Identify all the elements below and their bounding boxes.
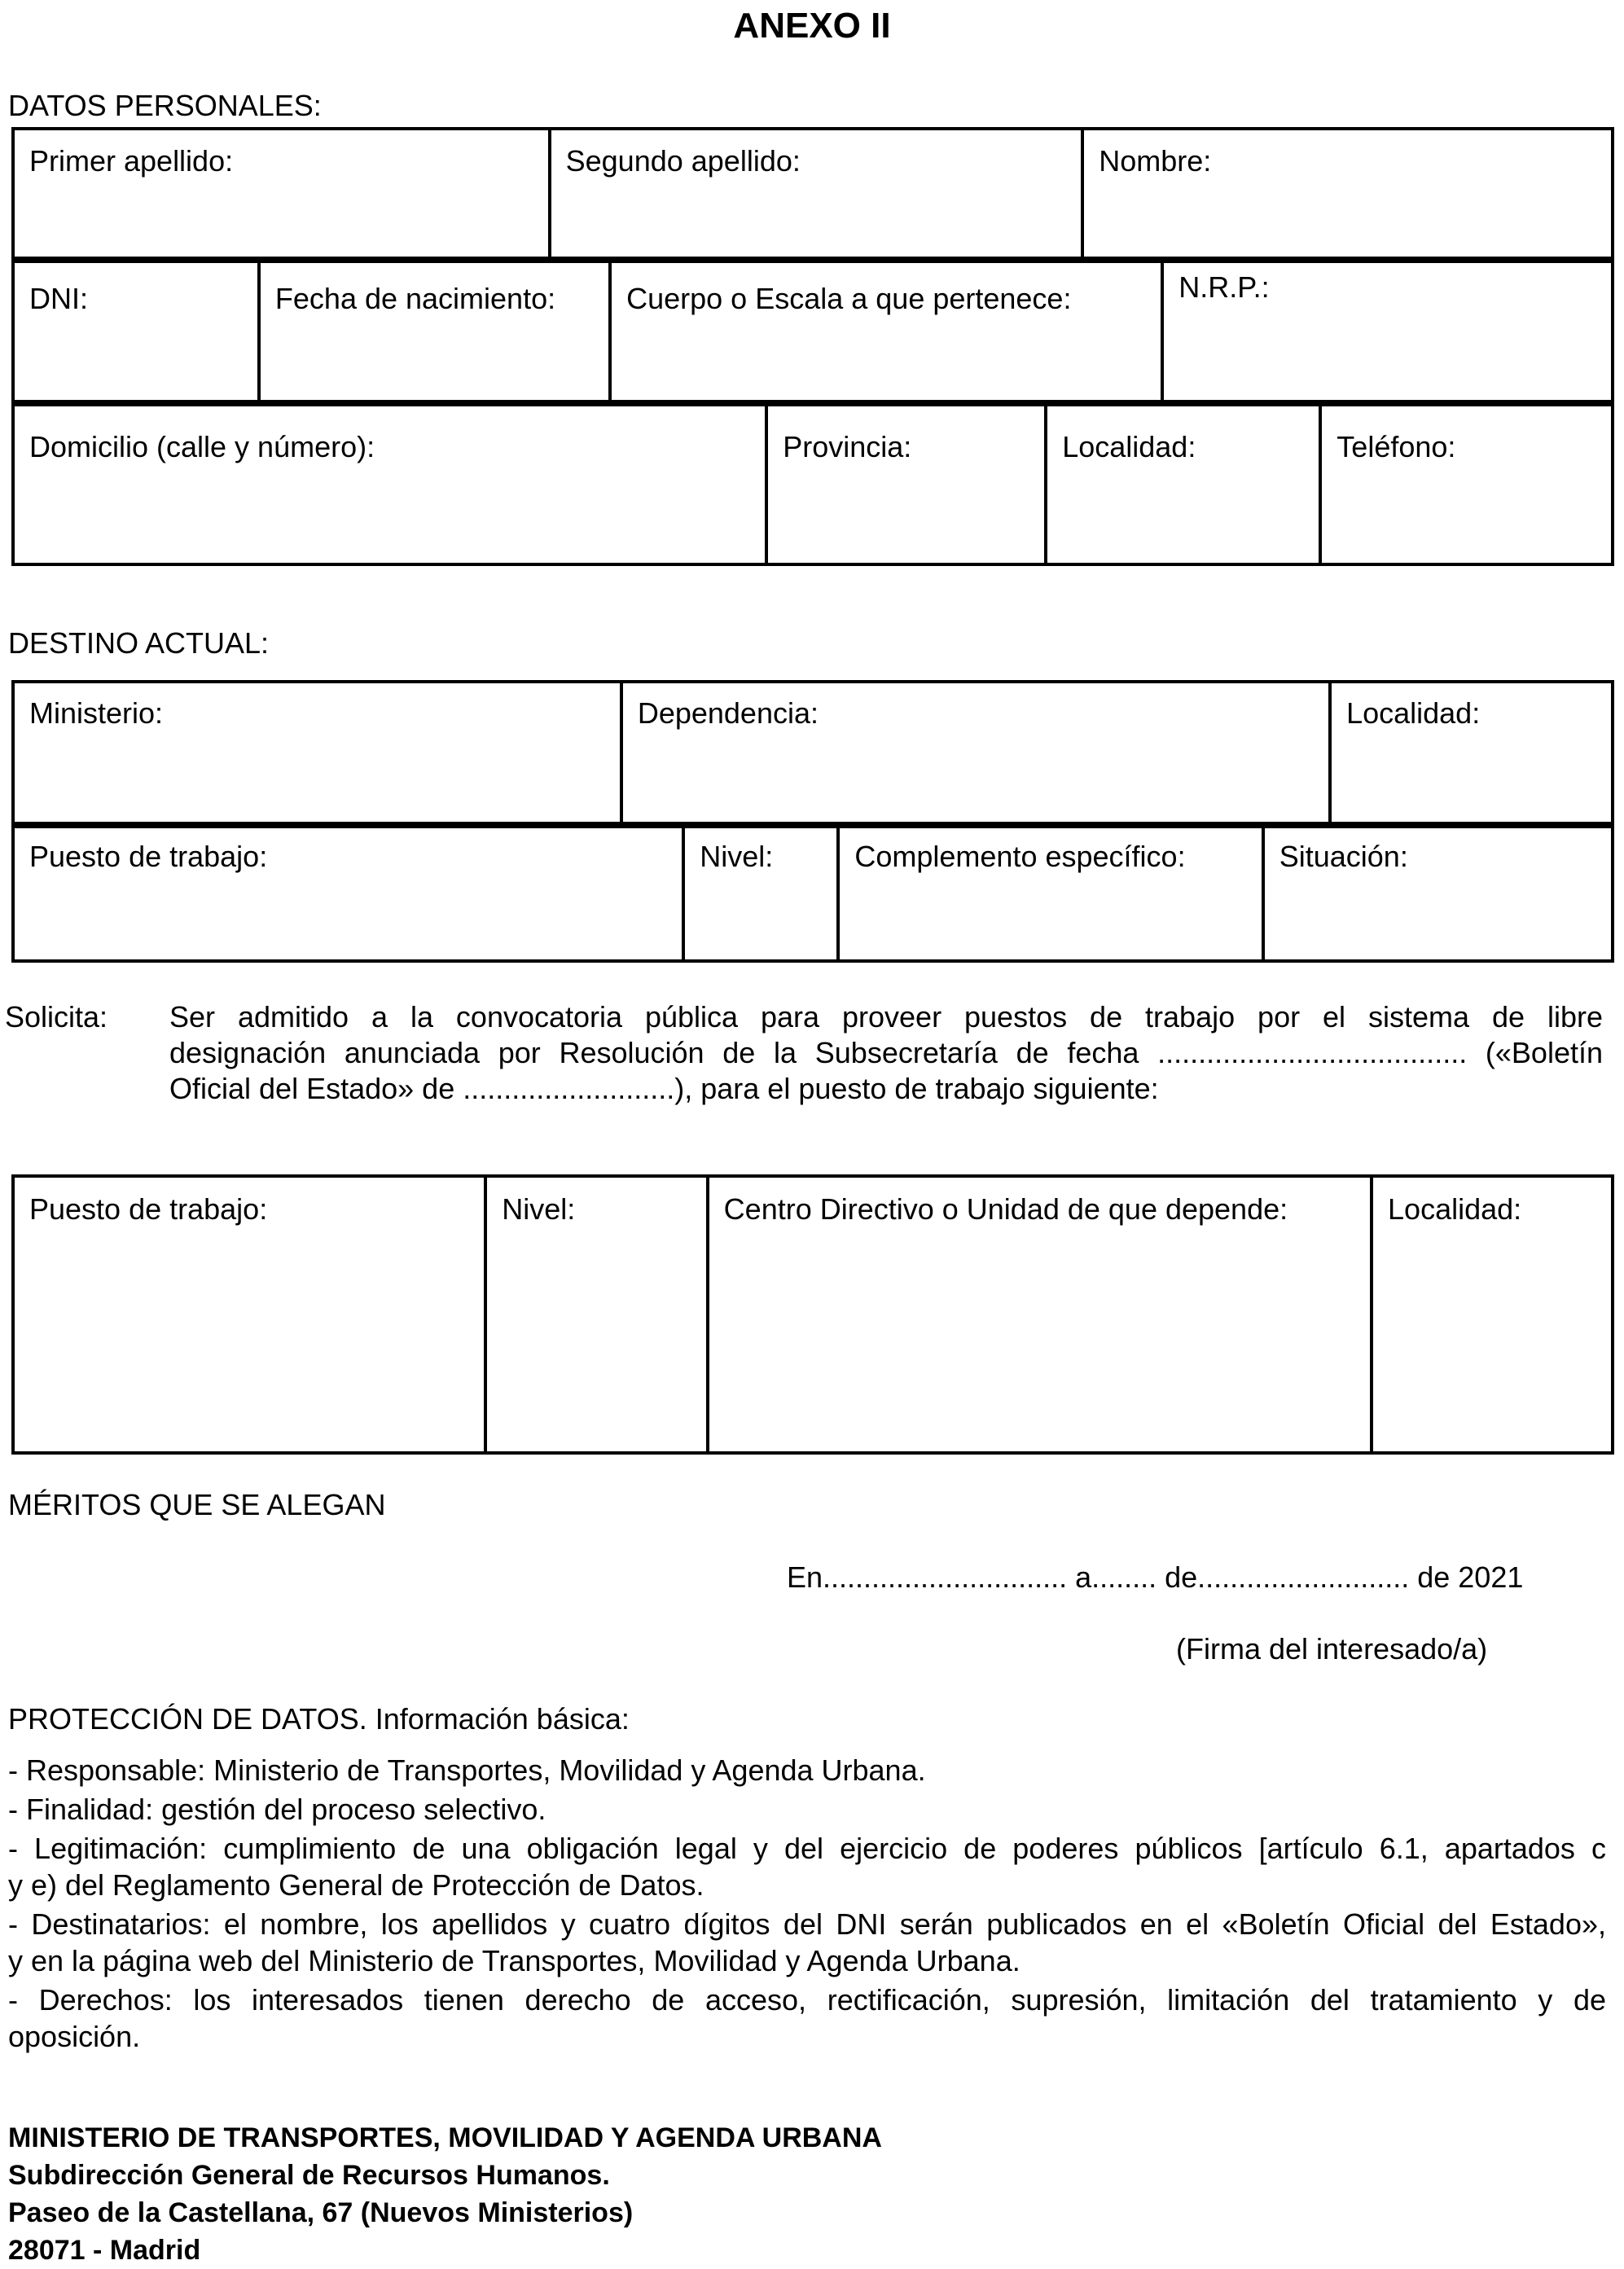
- cuerpo-escala-label: Cuerpo o Escala a que pertenece:: [626, 282, 1072, 315]
- protection-item-legitimacion: [8, 1830, 1606, 1903]
- puesto-solicitado-label: Puesto de trabajo:: [29, 1192, 268, 1226]
- datos-personales-heading: DATOS PERSONALES:: [8, 89, 322, 122]
- dni-label: DNI:: [29, 282, 88, 315]
- dependencia-field[interactable]: [620, 683, 1328, 822]
- nivel-field[interactable]: [682, 828, 836, 959]
- data-protection-section: [8, 1701, 1606, 2055]
- protection-line: y e) del Reglamento General de Protección de Datos.: [8, 1868, 704, 1902]
- date-fill-line: En.............................. a........ de.......................... de 2021: [787, 1560, 1524, 1594]
- form-page: [0, 5, 1624, 2266]
- provincia-label: Provincia:: [783, 430, 912, 463]
- solicita-section: [0, 999, 1624, 1107]
- puesto-solicitado-table: [11, 1174, 1614, 1455]
- table-row: [11, 680, 1614, 825]
- protection-item-destinatarios: [8, 1906, 1606, 1979]
- table-row: [11, 260, 1614, 403]
- protection-line: oposición.: [8, 2020, 141, 2053]
- solicita-line: Oficial del Estado» de ..........................), para el puesto de trabajo siguiente:: [169, 1072, 1159, 1105]
- puesto-trabajo-label: Puesto de trabajo:: [29, 840, 268, 873]
- puesto-trabajo-field[interactable]: [15, 828, 682, 959]
- nivel-solicitado-field[interactable]: [484, 1178, 705, 1451]
- data-protection-heading: PROTECCIÓN DE DATOS. Información básica:: [8, 1702, 630, 1736]
- localidad-destino-field[interactable]: [1328, 683, 1611, 822]
- protection-item-finalidad: [8, 1791, 1606, 1828]
- complemento-especifico-field[interactable]: [836, 828, 1261, 959]
- dependencia-label: Dependencia:: [637, 696, 819, 730]
- localidad-label: Localidad:: [1062, 430, 1196, 463]
- meritos-heading: MÉRITOS QUE SE ALEGAN: [8, 1488, 386, 1521]
- telefono-field[interactable]: [1319, 406, 1611, 563]
- fecha-nacimiento-field[interactable]: [257, 263, 608, 400]
- protection-line: - Responsable: Ministerio de Transportes, Movilidad y Agenda Urbana.: [8, 1753, 926, 1787]
- nivel-label: Nivel:: [700, 840, 774, 873]
- puesto-solicitado-field[interactable]: [15, 1178, 484, 1451]
- complemento-especifico-label: Complemento específico:: [854, 840, 1186, 873]
- cuerpo-escala-field[interactable]: [608, 263, 1161, 400]
- situacion-label: Situación:: [1279, 840, 1408, 873]
- solicita-line: Ser admitido a la convocatoria pública para proveer puestos de trabajo por el sistema de libre: [169, 1000, 1603, 1034]
- dni-field[interactable]: [15, 263, 257, 400]
- signature-caption: (Firma del interesado/a): [1176, 1632, 1488, 1666]
- protection-line: - Legitimación: cumplimiento de una obligación legal y del ejercicio de poderes públicos [artículo 6.1, apartados c: [8, 1832, 1606, 1865]
- protection-line: - Destinatarios: el nombre, los apellidos y cuatro dígitos del DNI serán publicados en el «Boletín Oficial del Estado»,: [8, 1907, 1606, 1941]
- footer-address: [8, 2119, 1624, 2269]
- primer-apellido-field[interactable]: [15, 130, 548, 257]
- localidad-destino-label: Localidad:: [1346, 696, 1481, 730]
- segundo-apellido-field[interactable]: [548, 130, 1082, 257]
- localidad-solicitada-field[interactable]: [1370, 1178, 1611, 1451]
- nrp-label: N.R.P.:: [1178, 270, 1270, 304]
- domicilio-field[interactable]: [15, 406, 765, 563]
- solicita-text: [169, 999, 1603, 1107]
- nombre-field[interactable]: [1081, 130, 1611, 257]
- nombre-label: Nombre:: [1099, 144, 1212, 178]
- protection-line: - Finalidad: gestión del proceso selectivo.: [8, 1793, 546, 1826]
- table-row: [11, 825, 1614, 963]
- primer-apellido-label: Primer apellido:: [29, 144, 234, 178]
- protection-item-responsable: [8, 1752, 1606, 1788]
- protection-item-derechos: [8, 1982, 1606, 2055]
- table-row: [11, 403, 1614, 566]
- segundo-apellido-label: Segundo apellido:: [565, 144, 801, 178]
- footer-ministry: MINISTERIO DE TRANSPORTES, MOVILIDAD Y AGENDA URBANA: [8, 2122, 882, 2153]
- datos-personales-table: [0, 127, 1624, 566]
- localidad-field[interactable]: [1044, 406, 1319, 563]
- ministerio-label: Ministerio:: [29, 696, 164, 730]
- nivel-solicitado-label: Nivel:: [502, 1192, 576, 1226]
- protection-line: - Derechos: los interesados tienen derecho de acceso, rectificación, supresión, limitación del tratamiento y de: [8, 1983, 1606, 2017]
- page-title: ANEXO II: [733, 6, 891, 46]
- situacion-field[interactable]: [1262, 828, 1611, 959]
- centro-directivo-field[interactable]: [706, 1178, 1370, 1451]
- footer-subdirection: Subdirección General de Recursos Humanos.: [8, 2160, 610, 2191]
- provincia-field[interactable]: [765, 406, 1044, 563]
- destino-actual-heading: DESTINO ACTUAL:: [8, 626, 270, 660]
- localidad-solicitada-label: Localidad:: [1388, 1192, 1522, 1226]
- domicilio-label: Domicilio (calle y número):: [29, 430, 375, 463]
- solicita-label: Solicita:: [5, 1000, 108, 1034]
- solicita-line: designación anunciada por Resolución de la Subsecretaría de fecha ...................................... («Boletín: [169, 1036, 1603, 1069]
- footer-street: Paseo de la Castellana, 67 (Nuevos Ministerios): [8, 2197, 634, 2228]
- fecha-nacimiento-label: Fecha de nacimiento:: [274, 282, 556, 315]
- footer-city: 28071 - Madrid: [8, 2235, 201, 2266]
- protection-line: y en la página web del Ministerio de Transportes, Movilidad y Agenda Urbana.: [8, 1944, 1020, 1977]
- ministerio-field[interactable]: [15, 683, 620, 822]
- telefono-label: Teléfono:: [1337, 430, 1456, 463]
- nrp-field[interactable]: [1161, 263, 1611, 400]
- destino-actual-table: [0, 680, 1624, 963]
- table-row: [11, 127, 1614, 260]
- centro-directivo-label: Centro Directivo o Unidad de que depende:: [723, 1192, 1288, 1226]
